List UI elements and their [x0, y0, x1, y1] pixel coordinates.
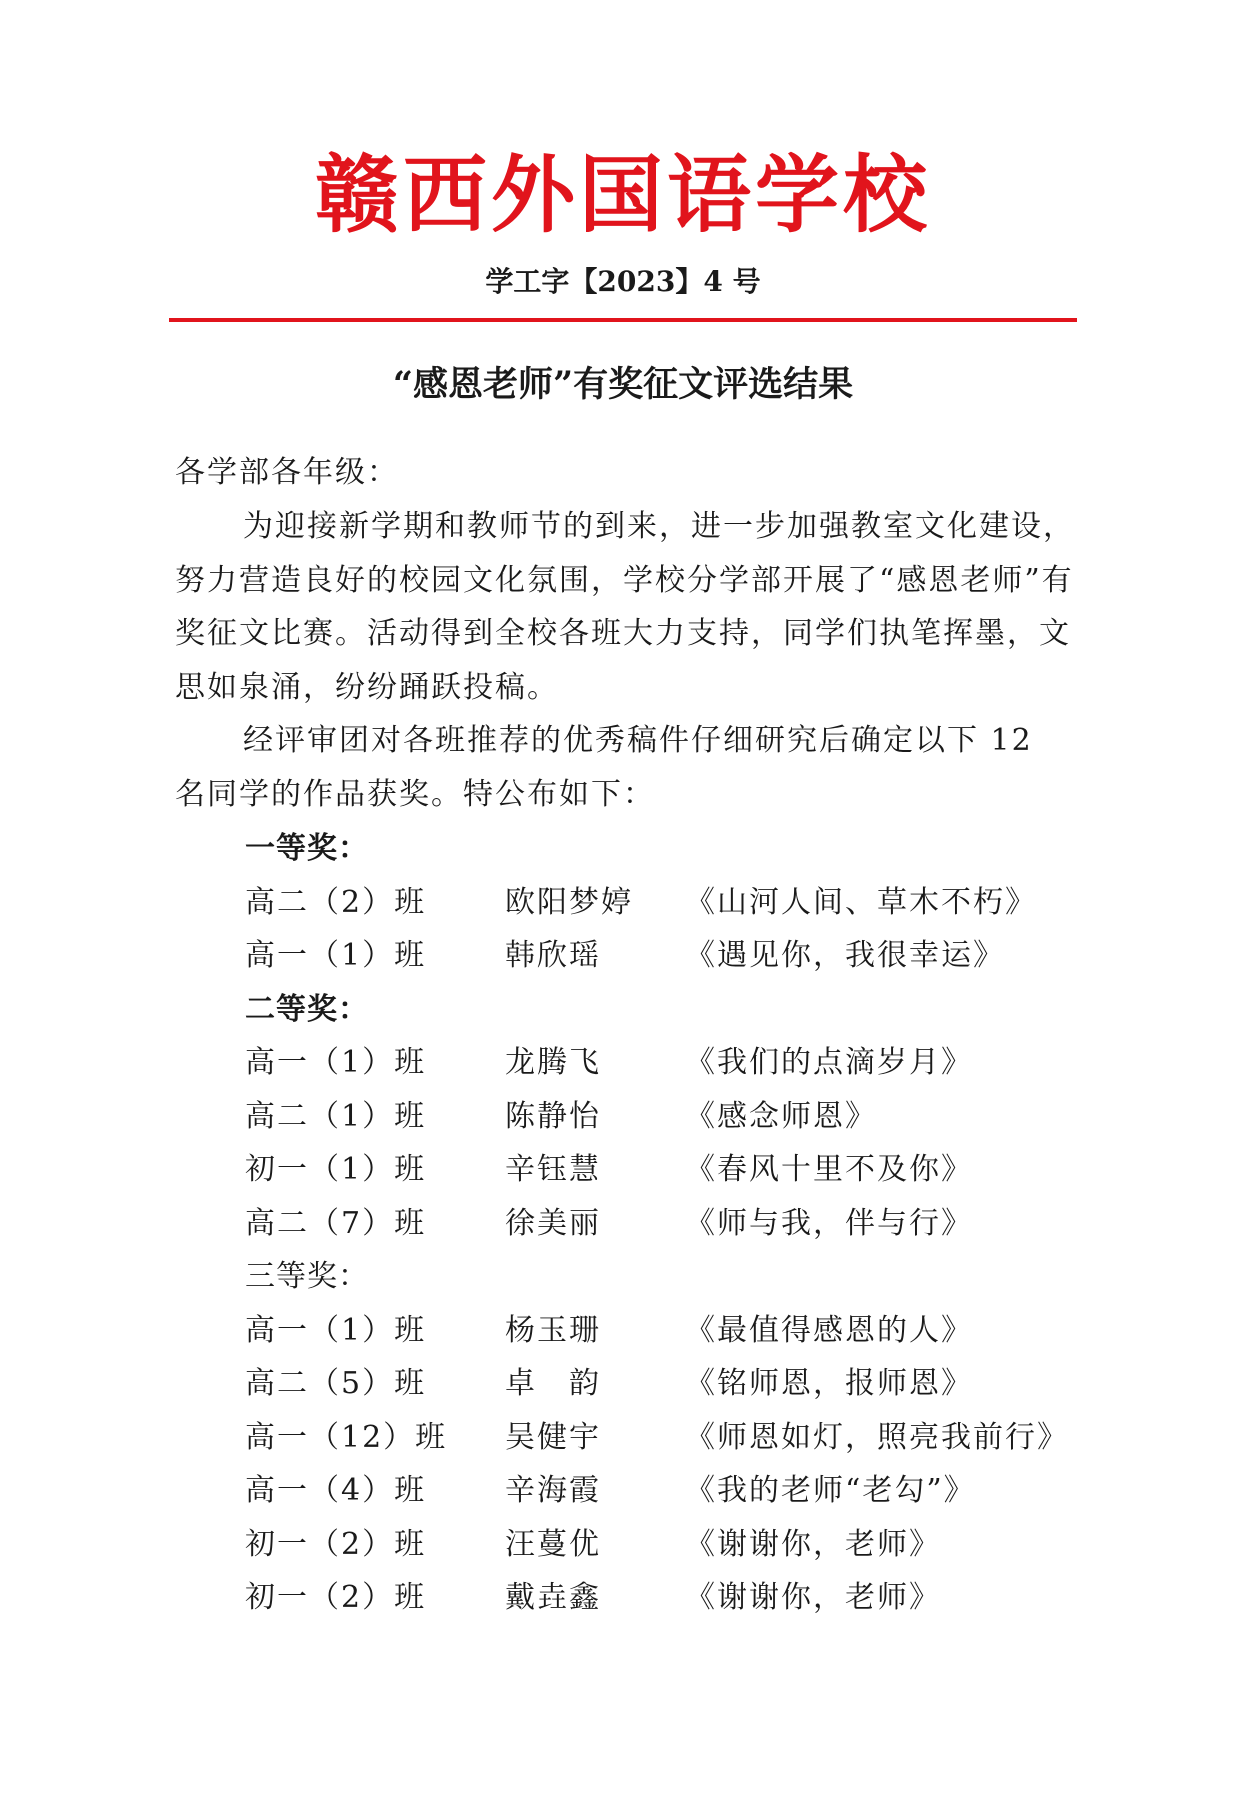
winner-essay-title: 《山河人间、草木不朽》: [685, 884, 1037, 920]
winner-essay-title: 《师恩如灯，照亮我前行》: [685, 1419, 1069, 1455]
award-heading: 二等奖：: [245, 991, 369, 1027]
winner-class: 高二（1）班: [245, 1098, 427, 1134]
salutation: 各学部各年级：: [175, 455, 399, 490]
award-heading: 一等奖：: [245, 831, 369, 866]
winner-row: [245, 1197, 1085, 1251]
winner-row: [245, 1571, 1085, 1625]
winner-class: 初一（1）班: [245, 1152, 427, 1187]
winner-name: 龙腾飞: [505, 1045, 601, 1080]
winner-row: [245, 1518, 1085, 1572]
winner-name: 韩欣瑶: [505, 938, 601, 973]
winner-name: 欧阳梦婷: [505, 884, 633, 920]
winner-row: [245, 1143, 1085, 1197]
header-divider: [169, 318, 1077, 322]
intro-paragraph: 为迎接新学期和教师节的到来，进一步加强教室文化建设，努力营造良好的校园文化氛围，学校分学部开展了“感恩老师”有奖征文比赛。活动得到全校各班大力支持，同学们执笔挥墨，文思如泉涌，纷纷踊跃投稿。: [175, 509, 1075, 705]
doc-number: 学工字【2023】4 号: [485, 265, 761, 298]
winner-row: [245, 1411, 1085, 1465]
winner-essay-title: 《师与我，伴与行》: [685, 1205, 973, 1241]
winner-name: 辛海霞: [505, 1473, 601, 1508]
winner-class: 高二（5）班: [245, 1366, 427, 1401]
winner-essay-title: 《我的老师“老勾”》: [685, 1473, 976, 1508]
winner-row: [245, 876, 1085, 930]
winner-class: 初一（2）班: [245, 1526, 427, 1562]
winner-name: 杨玉珊: [505, 1312, 601, 1348]
award-heading: 三等奖：: [245, 1259, 369, 1294]
winner-essay-title: 《遇见你，我很幸运》: [685, 938, 1005, 973]
winner-name: 汪蔓优: [505, 1526, 601, 1562]
winner-essay-title: 《谢谢你，老师》: [685, 1580, 941, 1615]
winner-essay-title: 《感念师恩》: [685, 1098, 877, 1134]
winner-class: 高一（1）班: [245, 1312, 427, 1348]
org-title: 赣西外国语学校: [314, 146, 931, 244]
winner-name: 徐美丽: [505, 1205, 601, 1241]
winner-row: [245, 1304, 1085, 1358]
winner-essay-title: 《谢谢你，老师》: [685, 1526, 941, 1562]
winner-name: 卓 韵: [505, 1366, 601, 1401]
winner-class: 高一（1）班: [245, 1045, 427, 1080]
winner-name: 吴健宇: [505, 1419, 601, 1455]
award-list: [245, 822, 1085, 1625]
winner-essay-title: 《我们的点滴岁月》: [685, 1045, 973, 1080]
winner-row: [245, 1090, 1085, 1144]
winner-essay-title: 《最值得感恩的人》: [685, 1312, 973, 1348]
notice-title: “感恩老师”有奖征文评选结果: [392, 364, 854, 405]
winner-name: 陈静怡: [505, 1098, 601, 1134]
winner-row: [245, 1357, 1085, 1411]
winner-class: 初一（2）班: [245, 1580, 427, 1615]
winner-row: [245, 1464, 1085, 1518]
winner-row: [245, 929, 1085, 983]
winner-essay-title: 《铭师恩，报师恩》: [685, 1366, 973, 1401]
winner-class: 高二（7）班: [245, 1205, 427, 1241]
winner-class: 高一（12）班: [245, 1419, 448, 1455]
winner-name: 戴垚鑫: [505, 1580, 601, 1615]
winner-name: 辛钰慧: [505, 1152, 601, 1187]
result-paragraph: 经评审团对各班推荐的优秀稿件仔细研究后确定以下 12 名同学的作品获奖。特公布如下：: [175, 723, 1033, 812]
winner-essay-title: 《春风十里不及你》: [685, 1152, 973, 1187]
winner-class: 高一（4）班: [245, 1473, 427, 1508]
winner-class: 高二（2）班: [245, 884, 427, 920]
winner-class: 高一（1）班: [245, 938, 427, 973]
winner-row: [245, 1036, 1085, 1090]
